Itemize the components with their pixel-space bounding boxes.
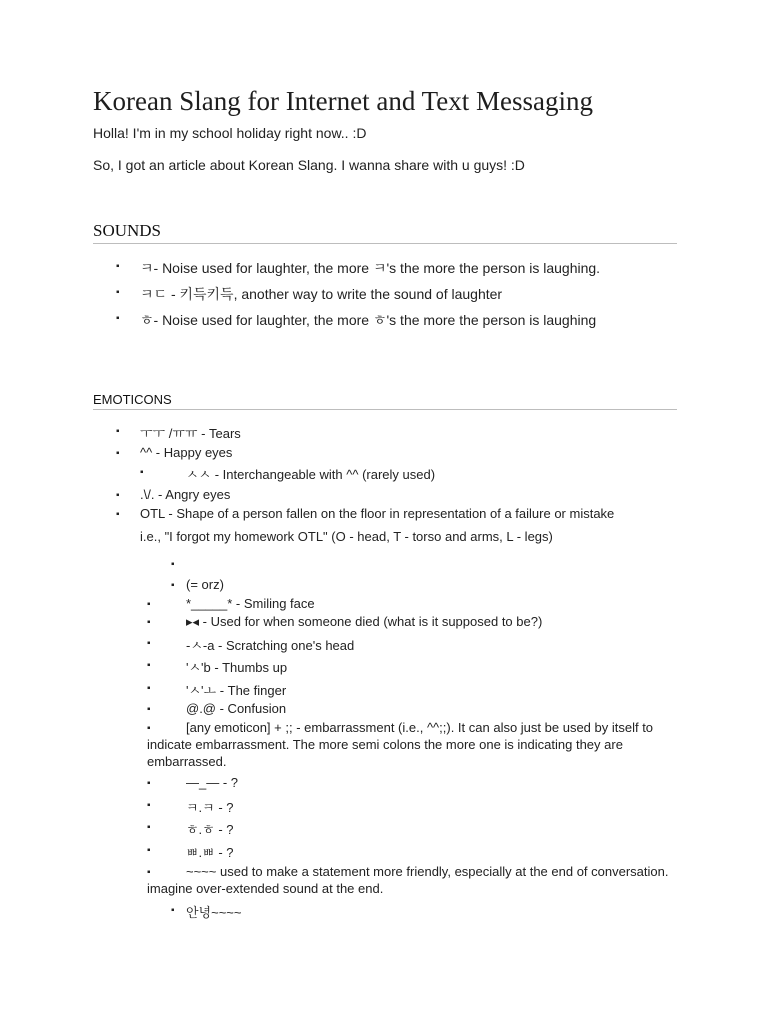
bullet-icon: ▪ — [171, 580, 175, 591]
bullet-icon: ▪ — [147, 617, 151, 628]
bullet-icon: ▪ — [147, 638, 151, 649]
emoticons-heading: EMOTICONS — [93, 392, 172, 407]
list-item-embarrassment: [any emoticon] + ;; - embarrassment (i.e., ^^;;). It can also just be used by itself to indicate embarrassment. The more semi colons the more one is indicating they are embarrassed. — [147, 720, 654, 769]
bullet-icon: ▪ — [140, 467, 144, 478]
list-item-tilde: ~~~~ used to make a statement more friendly, especially at the end of conversation. imagine over-extended sound at the end. — [147, 864, 669, 896]
list-item-sound-2: ㅋㄷ - 키득키득, another way to write the sound of laughter — [140, 286, 503, 302]
bullet-icon: ▪ — [147, 800, 151, 811]
bullet-icon: ▪ — [147, 867, 151, 878]
sounds-heading: SOUNDS — [93, 221, 162, 240]
bullet-icon: ▪ — [147, 845, 151, 856]
list-item-finger: 'ㅅ'ㅗ - The finger — [186, 683, 287, 698]
bullet-icon: ▪ — [116, 448, 120, 459]
bullet-icon: ▪ — [171, 559, 175, 570]
list-item-annyeong: 안녕~~~~ — [186, 905, 242, 920]
bullet-icon: ▪ — [116, 287, 120, 298]
bullet-icon: ▪ — [147, 822, 151, 833]
list-item-thumbs-up: 'ㅅ'b - Thumbs up — [186, 660, 288, 675]
list-item-died: ▸◂ - Used for when someone died (what is it supposed to be?) — [186, 614, 543, 629]
page-title: Korean Slang for Internet and Text Messaging — [93, 86, 593, 116]
list-item-pp: ㅃ.ㅃ - ? — [186, 845, 234, 860]
bullet-icon: ▪ — [147, 660, 151, 671]
list-item-sound-3: ㅎ- Noise used for laughter, the more ㅎ's the more the person is laughing — [140, 312, 597, 328]
bullet-icon: ▪ — [147, 683, 151, 694]
bullet-icon: ▪ — [116, 261, 120, 272]
list-item-orz: (= orz) — [186, 577, 224, 592]
bullet-icon: ▪ — [116, 509, 120, 520]
list-item-sound-1: ㅋ- Noise used for laughter, the more ㅋ's the more the person is laughing. — [140, 260, 601, 276]
bullet-icon: ▪ — [116, 313, 120, 324]
emoticons-divider — [93, 409, 677, 410]
list-item-scratch: -ㅅ-a - Scratching one's head — [186, 638, 355, 653]
list-item-hh: ㅎ.ㅎ - ? — [186, 822, 234, 837]
intro-line-1: Holla! I'm in my school holiday right now.. :D — [93, 125, 367, 141]
bullet-icon: ▪ — [147, 778, 151, 789]
intro-line-2: So, I got an article about Korean Slang. I wanna share with u guys! :D — [93, 157, 525, 173]
bullet-icon: ▪ — [147, 599, 151, 610]
list-item-happy-sub: ㅅㅅ - Interchangeable with ^^ (rarely used) — [186, 467, 436, 482]
list-item-tears: ㅜㅜ /ㅠㅠ - Tears — [140, 426, 241, 441]
list-item-angry: .\/. - Angry eyes — [140, 487, 231, 502]
sounds-divider — [93, 243, 677, 244]
list-item-kk: ㅋ.ㅋ - ? — [186, 800, 234, 815]
list-item-happy: ^^ - Happy eyes — [140, 445, 233, 460]
bullet-icon: ▪ — [116, 426, 120, 437]
list-item-dash: —_— - ? — [186, 775, 239, 790]
list-item-confusion: @.@ - Confusion — [186, 701, 287, 716]
bullet-icon: ▪ — [171, 905, 175, 916]
bullet-icon: ▪ — [147, 723, 151, 734]
otl-example: i.e., "I forgot my homework OTL" (O - head, T - torso and arms, L - legs) — [140, 529, 553, 544]
list-item-smile: *_____* - Smiling face — [186, 596, 315, 611]
bullet-icon: ▪ — [116, 490, 120, 501]
list-item-otl: OTL - Shape of a person fallen on the floor in representation of a failure or mistake — [140, 506, 615, 521]
bullet-icon: ▪ — [147, 704, 151, 715]
